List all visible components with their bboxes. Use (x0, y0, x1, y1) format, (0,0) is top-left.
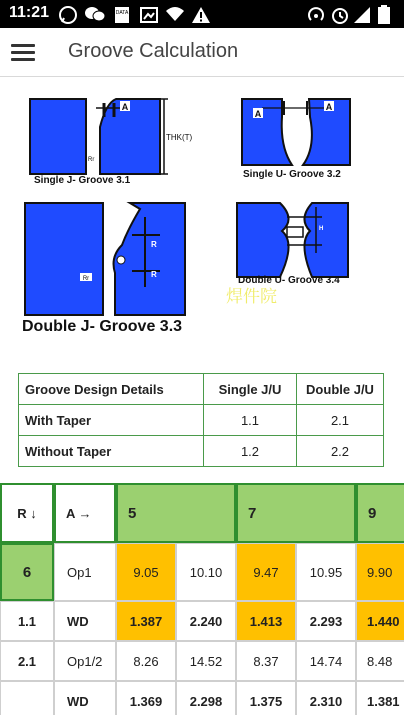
whatsapp-icon (58, 5, 78, 25)
grid-cell: 1.440 (356, 601, 404, 641)
r-header[interactable]: R ↓ (0, 483, 54, 543)
svg-text:A: A (121, 102, 129, 112)
row-label: WD (54, 681, 116, 715)
caption-single-u: Single U- Groove 3.2 (243, 169, 341, 180)
grid-cell: 9.90 (356, 543, 404, 601)
column-header[interactable]: 5 (116, 483, 236, 543)
grid-cell: 9.05 (116, 543, 176, 601)
status-bar (0, 0, 404, 28)
grid-cell: 10.95 (296, 543, 356, 601)
grid-cell: 1.387 (116, 601, 176, 641)
grid-cell: 8.37 (236, 641, 296, 681)
design-header-double: Double J/U (297, 374, 384, 405)
design-row-single: 1.2 (204, 436, 297, 467)
groove-design-table (18, 373, 384, 467)
design-table-row (19, 405, 384, 436)
grid-cell: 1.375 (236, 681, 296, 715)
r-value[interactable]: 1.1 (0, 601, 54, 641)
grid-cell: 1.369 (116, 681, 176, 715)
design-row-label: Without Taper (19, 436, 204, 467)
row-label: WD (54, 601, 116, 641)
r-value[interactable]: 6 (0, 543, 54, 601)
svg-text:A: A (254, 109, 262, 119)
design-table-header-row (19, 374, 384, 405)
svg-text:R: R (151, 270, 157, 279)
svg-text:Rr: Rr (82, 276, 90, 282)
grid-cell: 8.26 (116, 641, 176, 681)
design-header-single: Single J/U (204, 374, 297, 405)
caption-single-j: Single J- Groove 3.1 (34, 175, 131, 186)
grid-cell: 8.48 (356, 641, 404, 681)
wifi-icon (165, 5, 185, 23)
row-label: Op1 (54, 543, 116, 601)
design-table-row (19, 436, 384, 467)
grid-cell: 14.74 (296, 641, 356, 681)
battery-icon (377, 5, 391, 25)
svg-text:THK(T): THK(T) (166, 133, 193, 142)
watermark-text: 焊件院 (226, 287, 277, 307)
hotspot-icon (306, 5, 326, 25)
column-header[interactable]: 7 (236, 483, 356, 543)
clock: 11:21 (9, 4, 50, 21)
svg-text:R: R (151, 240, 157, 249)
column-header[interactable]: 9 (356, 483, 404, 543)
data-sim-icon (112, 5, 132, 25)
app-bar (0, 28, 404, 77)
design-header-details: Groove Design Details (19, 374, 204, 405)
caption-double-j: Double J- Groove 3.3 (22, 318, 183, 335)
row-label: Op1/2 (54, 641, 116, 681)
design-row-double: 2.2 (297, 436, 384, 467)
grid-cell: 2.310 (296, 681, 356, 715)
r-value[interactable] (0, 681, 54, 715)
svg-text:H: H (319, 226, 324, 232)
grid-cell: 14.52 (176, 641, 236, 681)
gallery-icon (139, 5, 159, 25)
design-row-label: With Taper (19, 405, 204, 436)
calculation-grid (0, 483, 404, 715)
grid-cell: 10.10 (176, 543, 236, 601)
wechat-icon (84, 5, 106, 23)
grid-cell: 2.298 (176, 681, 236, 715)
groove-diagram (0, 77, 404, 347)
page-title: Groove Calculation (68, 40, 239, 62)
r-value[interactable]: 2.1 (0, 641, 54, 681)
groove-diagram-graphic (0, 77, 404, 347)
svg-text:DATA: DATA (115, 10, 129, 16)
design-row-double: 2.1 (297, 405, 384, 436)
grid-cell: 1.413 (236, 601, 296, 641)
alarm-icon (330, 5, 350, 25)
grid-cell: 2.293 (296, 601, 356, 641)
warning-icon (191, 5, 211, 25)
grid-cell: 2.240 (176, 601, 236, 641)
svg-text:A: A (325, 102, 333, 112)
caption-double-u: Double U- Groove 3.4 (238, 275, 340, 286)
a-header[interactable]: A → (54, 483, 116, 543)
grid-cell: 9.47 (236, 543, 296, 601)
signal-icon (353, 5, 371, 25)
svg-text:Rr: Rr (88, 157, 95, 163)
menu-icon[interactable] (11, 44, 35, 62)
grid-cell: 1.381 (356, 681, 404, 715)
design-row-single: 1.1 (204, 405, 297, 436)
